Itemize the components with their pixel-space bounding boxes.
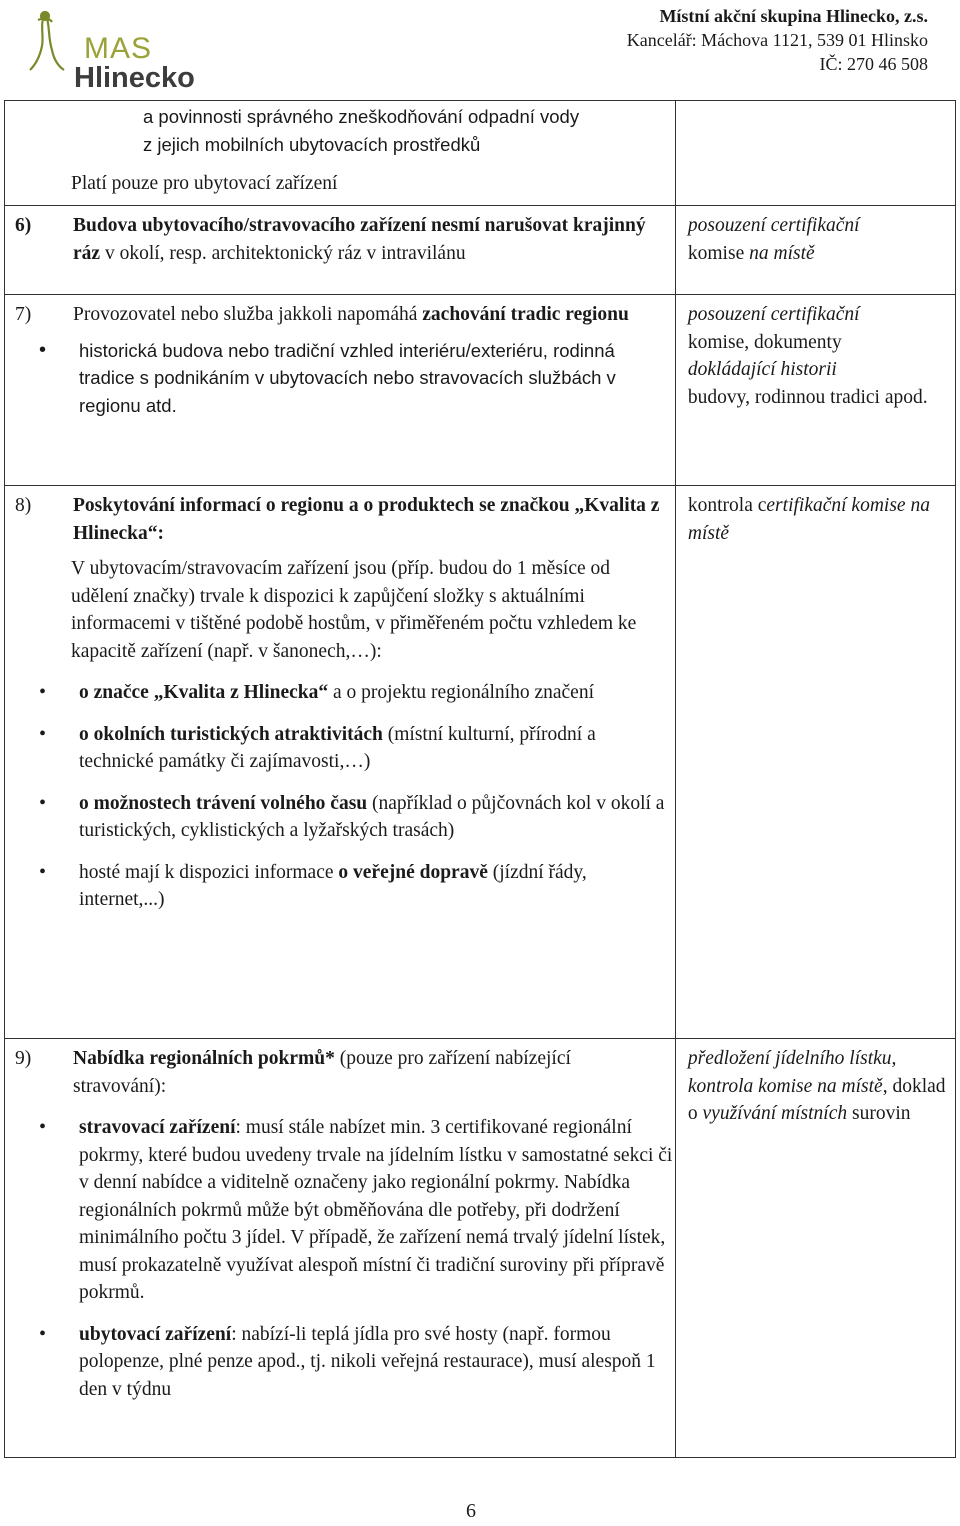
table-row [5, 101, 956, 206]
verification-cell [675, 295, 955, 486]
list-item [5, 859, 675, 914]
org-ic: IČ: 270 46 508 [819, 54, 928, 74]
list-item: • historická budova nebo tradiční vzhled interiéru/exteriéru, rodinná tradice s podnikáním v ubytovacích nebo stravovacích službách v regionu atd. [5, 337, 675, 420]
row8-b2-bold: o okolních turistických atraktivitách [79, 723, 383, 745]
list-item [5, 1114, 675, 1307]
table-row [5, 295, 956, 486]
row9-right-plain: , doklad o [687, 1075, 946, 1124]
row7-right-plain2: budovy, rodinnou tradici apod. [687, 386, 928, 408]
table-row [5, 206, 956, 295]
row7-bold: zachování tradic regionu [422, 304, 629, 325]
row9-b1-rest: : musí stále nabízet min. 3 certifikované regionální pokrmy, které budou uvedeny trvale na jídelním lístku v samostatné sekci či v denní nabídce a viditelně označeny jako regionální pokrmy. Nabídka regionálních pokrmů může být obměňována dle potřeby, při dodržení minimálního počtu 3 jídel. V případě, že zařízení nemá trvalý jídelní lístek, musí prokazatelně využívat alespoň místní či tradiční suroviny při přípravě pokrmů. [79, 1117, 673, 1303]
list-item [5, 721, 675, 776]
row8-b2-rest: (místní kulturní, přírodní a technické památky či zajímavosti,…) [79, 723, 596, 772]
criteria-table [4, 100, 956, 1458]
criteria-cell [5, 206, 676, 295]
row9-rest: (pouze pro zařízení nabízející stravování): [73, 1048, 571, 1097]
top-note: Platí pouze pro ubytovací zařízení [71, 173, 338, 194]
row8-right-plain: kontrola c [687, 495, 767, 516]
row6-right-ital: posouzení certifikační [687, 215, 860, 236]
row9-b2-bold: ubytovací zařízení [79, 1323, 232, 1345]
verification-cell [675, 486, 955, 1039]
page-header [0, 0, 960, 100]
verification-cell [675, 1039, 955, 1458]
row8-intro: V ubytovacím/stravovacím zařízení jsou (příp. budou do 1 měsíce od udělení značky) trvale k dispozici k zapůjčení složky s aktuálními informacemi v tištěné podobě hostům, v přiměřeném počtu vzhledem ke kapacitě zařízení (např. v šanonech,…): [71, 558, 637, 662]
table-row [5, 486, 956, 1039]
row8-b4-plain: hosté mají k dispozici informace [79, 861, 339, 883]
row8-b4-rest: (jízdní řády, internet,...) [79, 861, 587, 910]
verification-cell [675, 101, 955, 206]
row8-b3-bold: o možnostech trávení volného času [79, 792, 368, 814]
org-address: Kancelář: Máchova 1121, 539 01 Hlinsko [626, 30, 928, 50]
top-line-2: z jejich mobilních ubytovacích prostředků [143, 133, 481, 155]
row9-b1-bold: stravovací zařízení [79, 1117, 236, 1138]
row6-bold: Budova ubytovacího/stravovacího zařízení nesmí narušovat krajinný ráz [73, 215, 646, 264]
criteria-cell [5, 101, 676, 206]
row9-right-ital: předložení jídelního lístku, kontrola komise na místě [687, 1048, 897, 1097]
table-row [5, 1039, 956, 1458]
organization-info [627, 4, 928, 76]
row7-right-ital: posouzení certifikační [687, 304, 860, 325]
row-number: 8) [15, 495, 32, 516]
row8-heading: Poskytování informací o regionu a o produktech se značkou „Kvalita z Hlinecka“: [73, 495, 660, 544]
row7-right-plain: komise, dokumenty [687, 331, 842, 353]
mas-hlinecko-logo [22, 6, 195, 98]
row9-b2-rest: : nabízí-li teplá jídla pro své hosty (např. formou polopenze, plné penze apod., tj. nikoli veřejná restaurace), musí alespoň 1 den v týdnu [79, 1323, 656, 1400]
list-item [5, 790, 675, 845]
row7-right-ital2: dokládající historii [687, 359, 837, 380]
row8-right-ital: ertifikační komise na místě [687, 495, 930, 544]
list-item [5, 679, 675, 707]
row8-b1-rest: a o projektu regionálního značení [328, 682, 594, 703]
logo-mas-text: MAS [84, 32, 153, 65]
row6-right-ital2: na místě [749, 242, 815, 264]
row9-bold: Nabídka regionálních pokrmů* [73, 1048, 335, 1069]
criteria-cell [5, 295, 676, 486]
verification-cell [675, 206, 955, 295]
row9-right-ital2: využívání místních [702, 1103, 848, 1124]
row7-plain: Provozovatel nebo služba jakkoli napomáhá [73, 304, 423, 325]
row8-b3-rest: (například o půjčovnách kol v okolí a turistických, cyklistických a lyžařských trasách) [79, 792, 665, 841]
row6-right-plain: komise [687, 242, 750, 264]
list-item [5, 1321, 675, 1404]
row8-b4-bold: o veřejné dopravě [338, 861, 488, 883]
row-number: 7) [15, 304, 32, 325]
row9-right-plain2: surovin [847, 1103, 911, 1124]
row8-b1-bold: o značce „Kvalita z Hlinecka“ [79, 682, 329, 703]
row6-rest: v okolí, resp. architektonický ráz v intravilánu [100, 242, 466, 264]
top-line-1: a povinnosti správného zneškodňování odpadní vody [143, 106, 580, 127]
logo-hlinecko-text: Hlinecko [74, 62, 195, 94]
row-number: 6) [15, 215, 32, 236]
org-name: Místní akční skupina Hlinecko, z.s. [659, 6, 928, 26]
criteria-cell [5, 1039, 676, 1458]
row-number: 9) [15, 1048, 32, 1069]
page-number: 6 [466, 1500, 476, 1522]
criteria-cell [5, 486, 676, 1039]
